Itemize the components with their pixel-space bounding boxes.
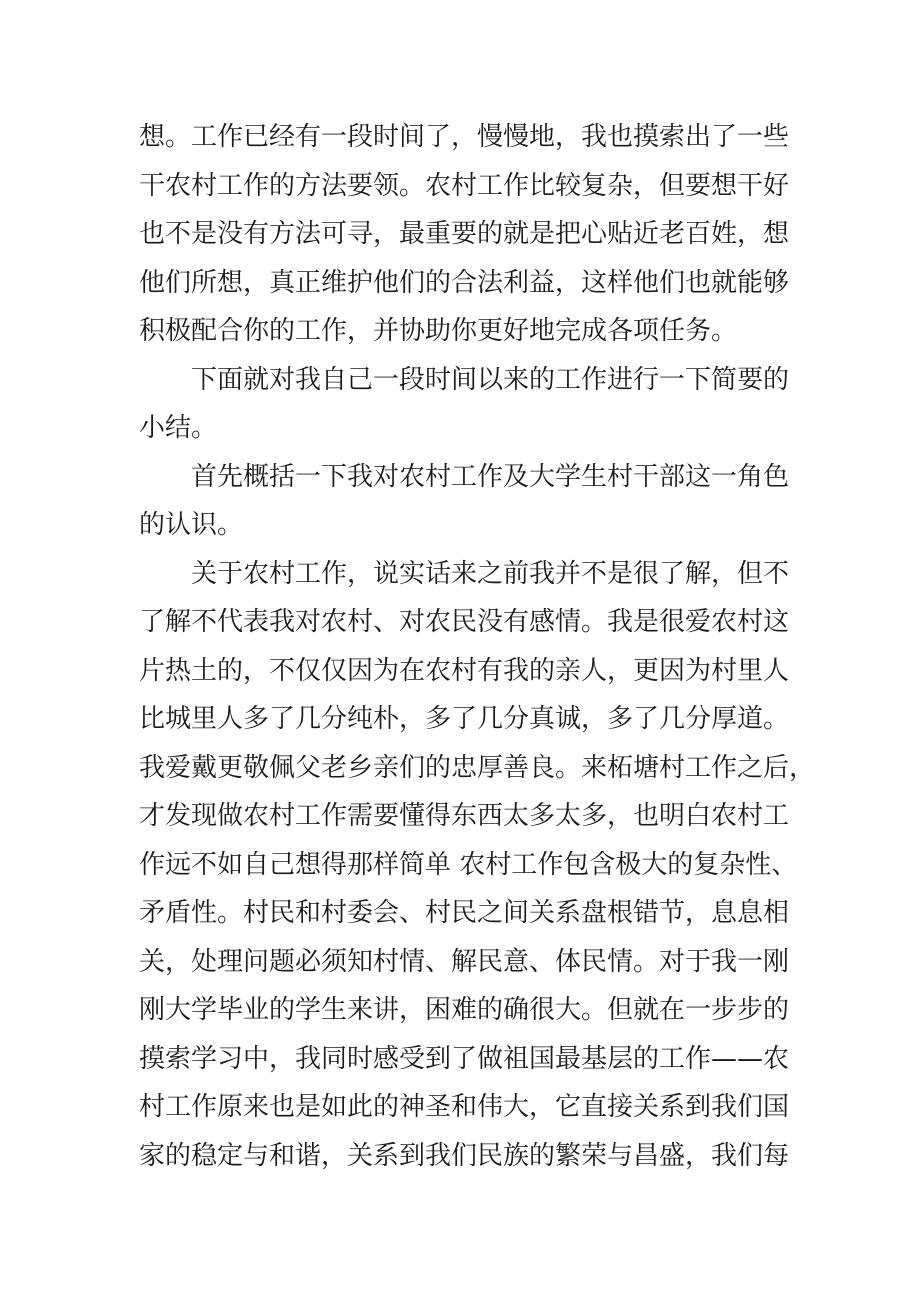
text-line: 了解不代表我对农村、对农民没有感情。我是很爱农村这 [139, 607, 790, 637]
text-line: 家的稳定与和谐，关系到我们民族的繁荣与昌盛，我们每 [139, 1140, 790, 1171]
text-line: 矛盾性。村民和村委会、村民之间关系盘根错节，息息相 [139, 898, 790, 928]
text-line: 才发现做农村工作需要懂得东西太多太多，也明白农村工 [139, 801, 790, 831]
text-line: 关于农村工作，说实话来之前我并不是很了解，但不 [191, 558, 790, 589]
text-line: 摸索学习中，我同时感受到了做祖国最基层的工作——农 [139, 1043, 790, 1074]
text-line: 小结。 [139, 413, 218, 443]
text-line: 比城里人多了几分纯朴，多了几分真诚，多了几分厚道。 [139, 704, 790, 734]
text-line: 首先概括一下我对农村工作及大学生村干部这一角色 [191, 461, 790, 492]
text-line: 积极配合你的工作，并协助你更好地完成各项任务。 [139, 316, 738, 346]
text-line: 下面就对我自己一段时间以来的工作进行一下简要的 [191, 364, 790, 395]
paragraph [139, 113, 790, 356]
paragraph [139, 550, 816, 1181]
text-line: 片热土的，不仅仅因为在农村有我的亲人，更因为村里人 [139, 655, 790, 686]
paragraph [139, 453, 790, 550]
text-line: 刚大学毕业的学生来讲，困难的确很大。但就在一步步的 [139, 995, 790, 1025]
paragraph [139, 356, 790, 453]
text-line: 想。工作已经有一段时间了，慢慢地，我也摸索出了一些 [139, 122, 790, 152]
text-line: 村工作原来也是如此的神圣和伟大，它直接关系到我们国 [139, 1092, 790, 1122]
text-line: 他们所想，真正维护他们的合法利益，这样他们也就能够 [139, 267, 790, 298]
text-line: 作远不如自己想得那样简单 农村工作包含极大的复杂性、 [139, 849, 798, 880]
text-line: 的认识。 [139, 510, 244, 540]
text-line: 关，处理问题必须知村情、解民意、体民情。对于我一刚 [139, 946, 790, 977]
text-line: 我爱戴更敬佩父老乡亲们的忠厚善良。来柘塘村工作之后， [139, 752, 816, 783]
text-line: 干农村工作的方法要领。农村工作比较复杂，但要想干好 [139, 170, 790, 201]
text-line: 也不是没有方法可寻，最重要的就是把心贴近老百姓，想 [139, 219, 790, 249]
document-body [139, 113, 816, 1180]
